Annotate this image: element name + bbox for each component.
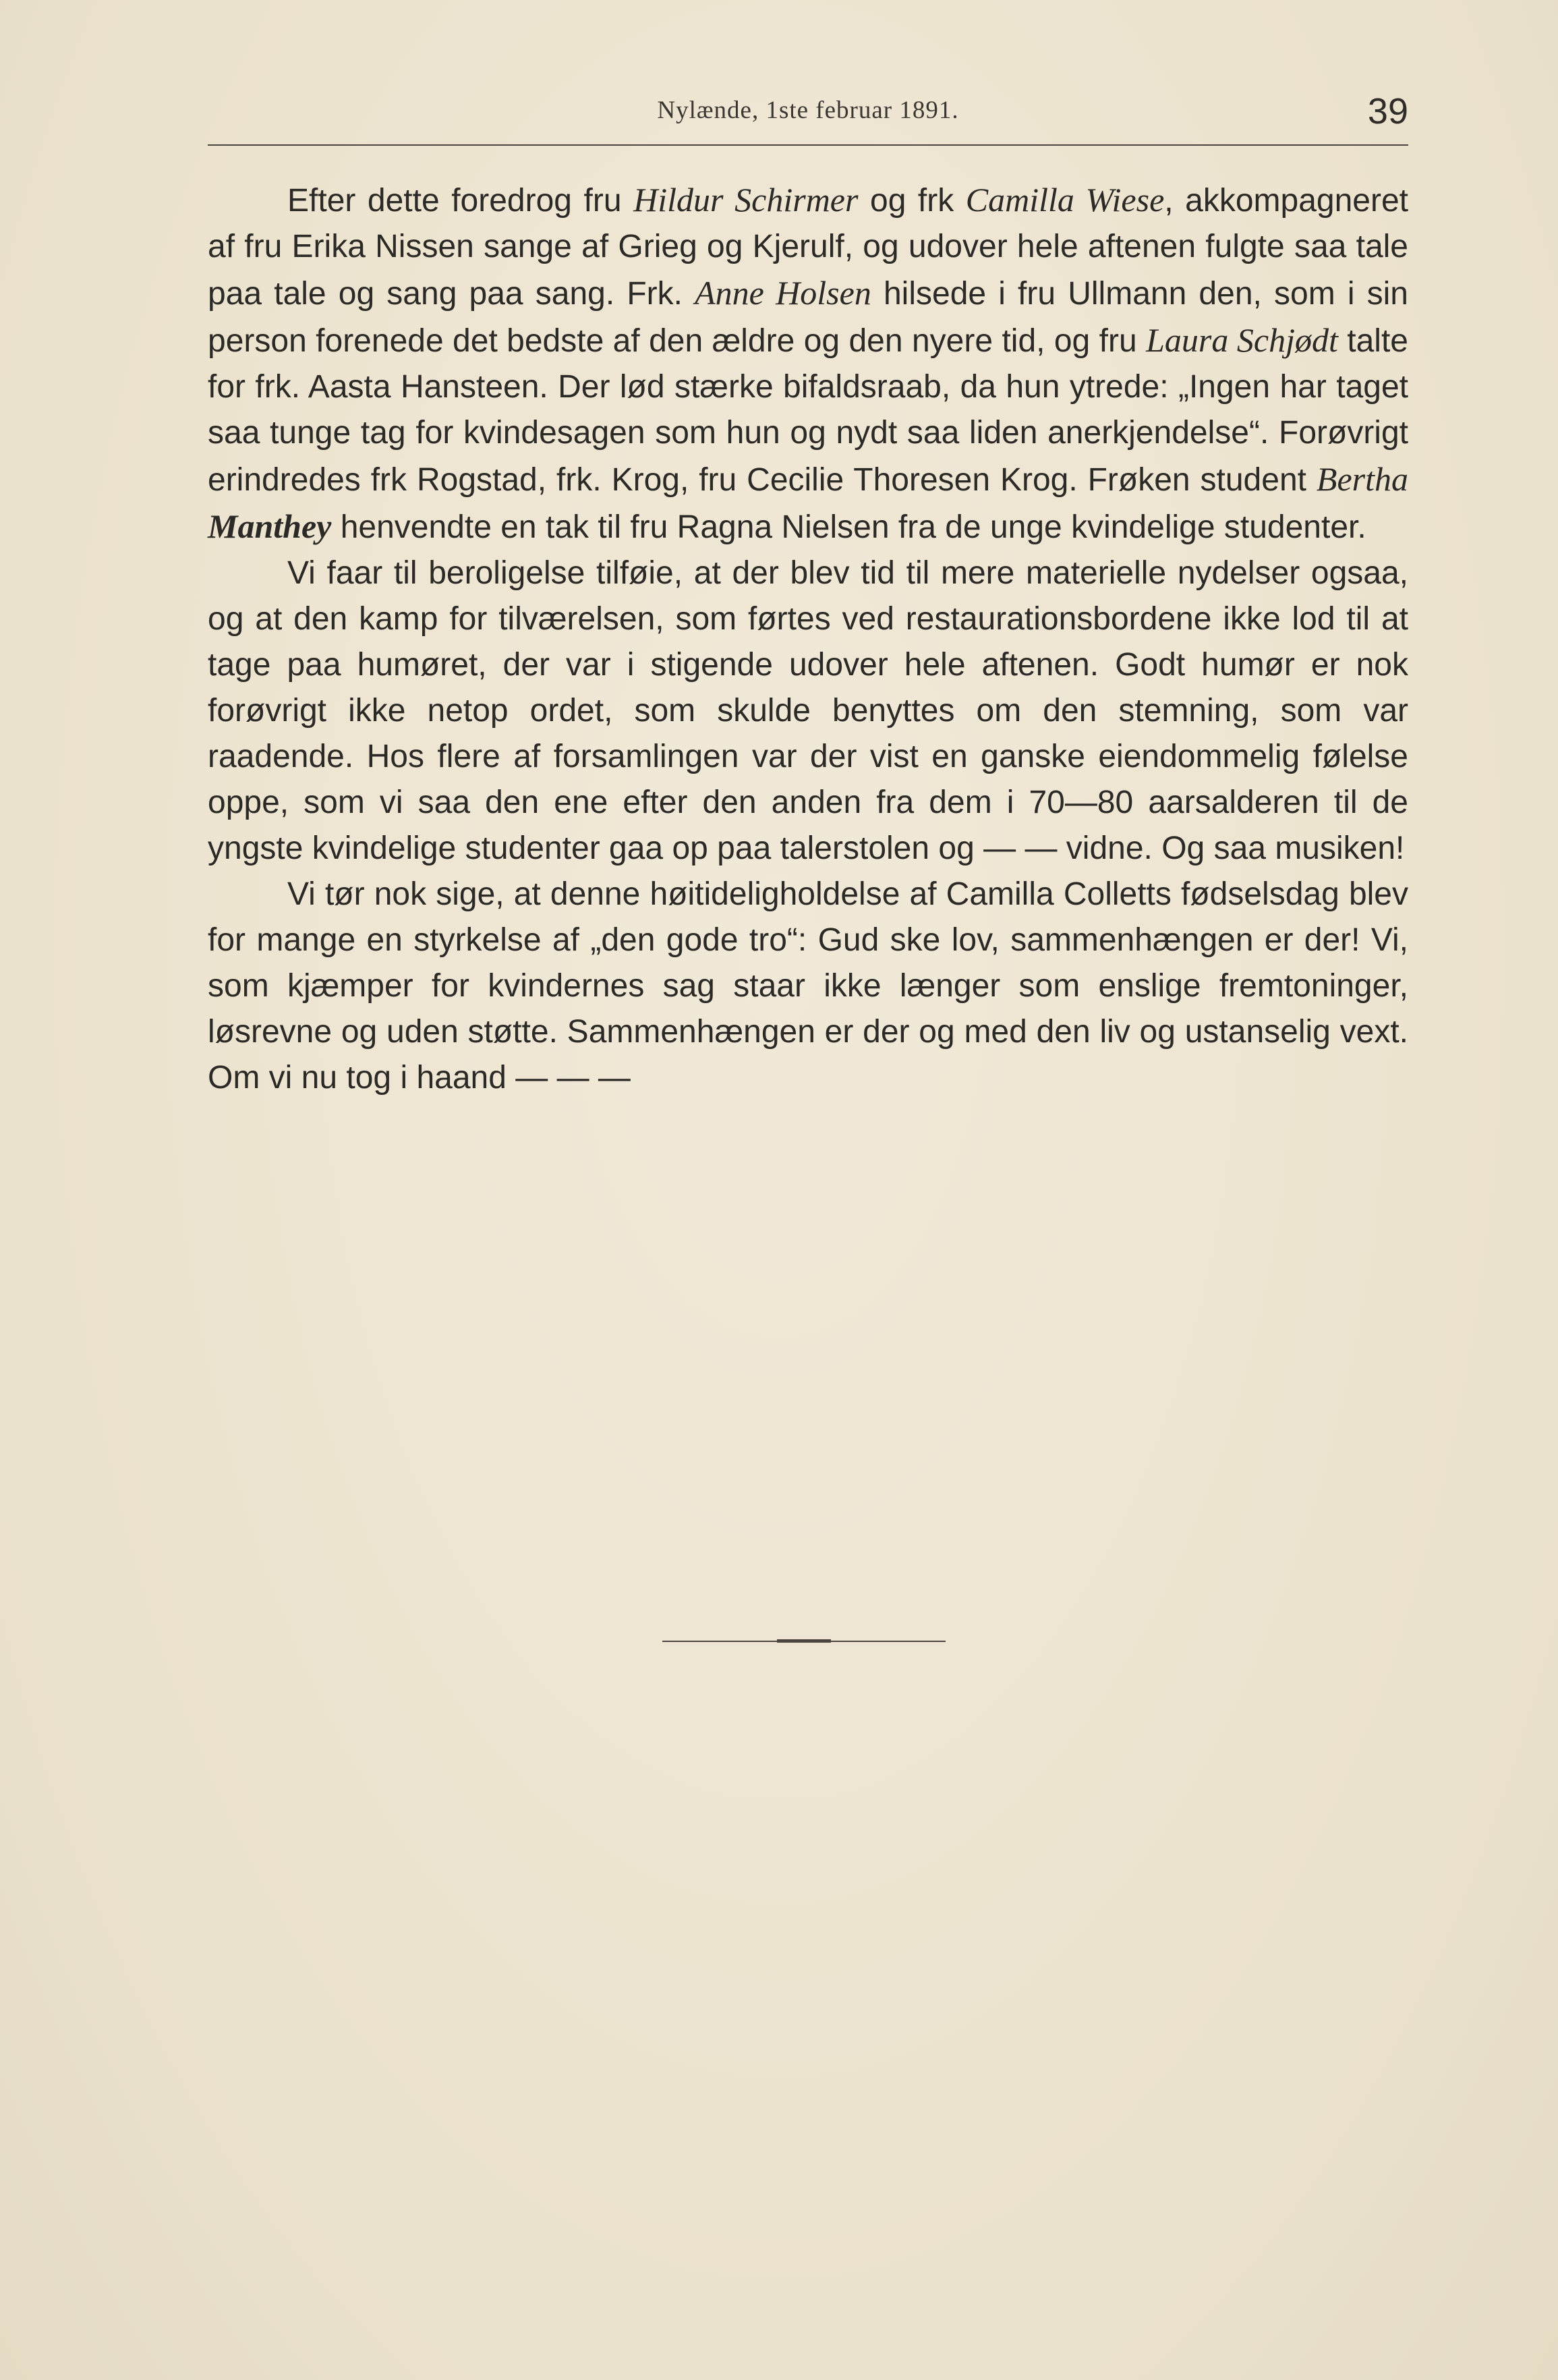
text-segment: Vi tør nok sige, at denne høitideligholdelse af Camilla Colletts fødselsdag blev for mange en styrkelse af „den gode tro“: Gud ske lov, sammenhængen er der! Vi, som kjæmper for kvindernes sag staar ikke længer som enslige fremtoninger, løsrevne og uden støtte. Sammenhængen er der og med den liv og ustanselig vext. Om vi nu tog i haand — — —	[208, 876, 1408, 1096]
page-header	[208, 91, 1408, 148]
running-head: Nylænde, 1ste februar 1891.	[657, 96, 959, 124]
person-name-camilla-wiese: Camilla Wiese	[965, 181, 1165, 219]
text-segment: talte for frk. Aasta Hansteen. Der lød stærke bifaldsraab, da hun ytrede: „Ingen har taget saa tunge tag for kvindesagen som hun og nydt saa liden anerkjendelse“. Forøvrigt erindredes frk Rogstad, frk. Krog, fru Cecilie Thoresen Krog. Frøken student	[208, 323, 1408, 498]
article-body	[208, 177, 1408, 1101]
header-rule	[208, 144, 1408, 146]
text-segment: Vi faar til beroligelse tilføie, at der blev tid til mere materielle nydelser ogsaa, og at den kamp for tilværelsen, som førtes ved restaurationsbordene ikke lod til at tage paa humøret, der var i stigende udover hele aftenen. Godt humør er nok forøvrigt ikke netop ordet, som skulde benyttes om den stemning, som var raadende. Hos flere af forsamlingen var der vist en ganske eiendommelig følelse oppe, som vi saa den ene efter den anden fra dem i 70—80 aarsalderen til de yngste kvindelige studenter gaa op paa talerstolen og — — vidne. Og saa musiken!	[208, 555, 1408, 866]
person-name-hildur-schirmer: Hildur Schirmer	[633, 181, 859, 219]
paragraph-1	[208, 177, 1408, 550]
text-segment: hilsede i fru Ullmann den, som i sin person forenede det bedste af den ældre og den nyere tid, og fru	[208, 276, 1408, 359]
text-segment: Efter dette foredrog fru	[287, 183, 634, 219]
text-segment: og frk	[858, 183, 966, 219]
paragraph-2	[208, 550, 1408, 872]
text-segment: henvendte en tak til fru Ragna Nielsen fra de unge kvindelige studenter.	[331, 509, 1366, 545]
person-name-anne-holsen: Anne Holsen	[695, 274, 871, 312]
paragraph-3	[208, 872, 1408, 1101]
person-name-bertha: Bertha	[1316, 460, 1408, 498]
section-end-rule-center	[777, 1639, 831, 1643]
person-name-laura-schjodt: Laura Schjødt	[1146, 321, 1338, 359]
person-name-manthey: Manthey	[208, 507, 332, 545]
text-segment: , akkompagneret af fru Erika Nissen sange af Grieg og Kjerulf, og udover hele aftenen fulgte saa tale paa tale og sang paa sang. Frk.	[208, 183, 1409, 312]
page-number: 39	[1367, 91, 1408, 132]
